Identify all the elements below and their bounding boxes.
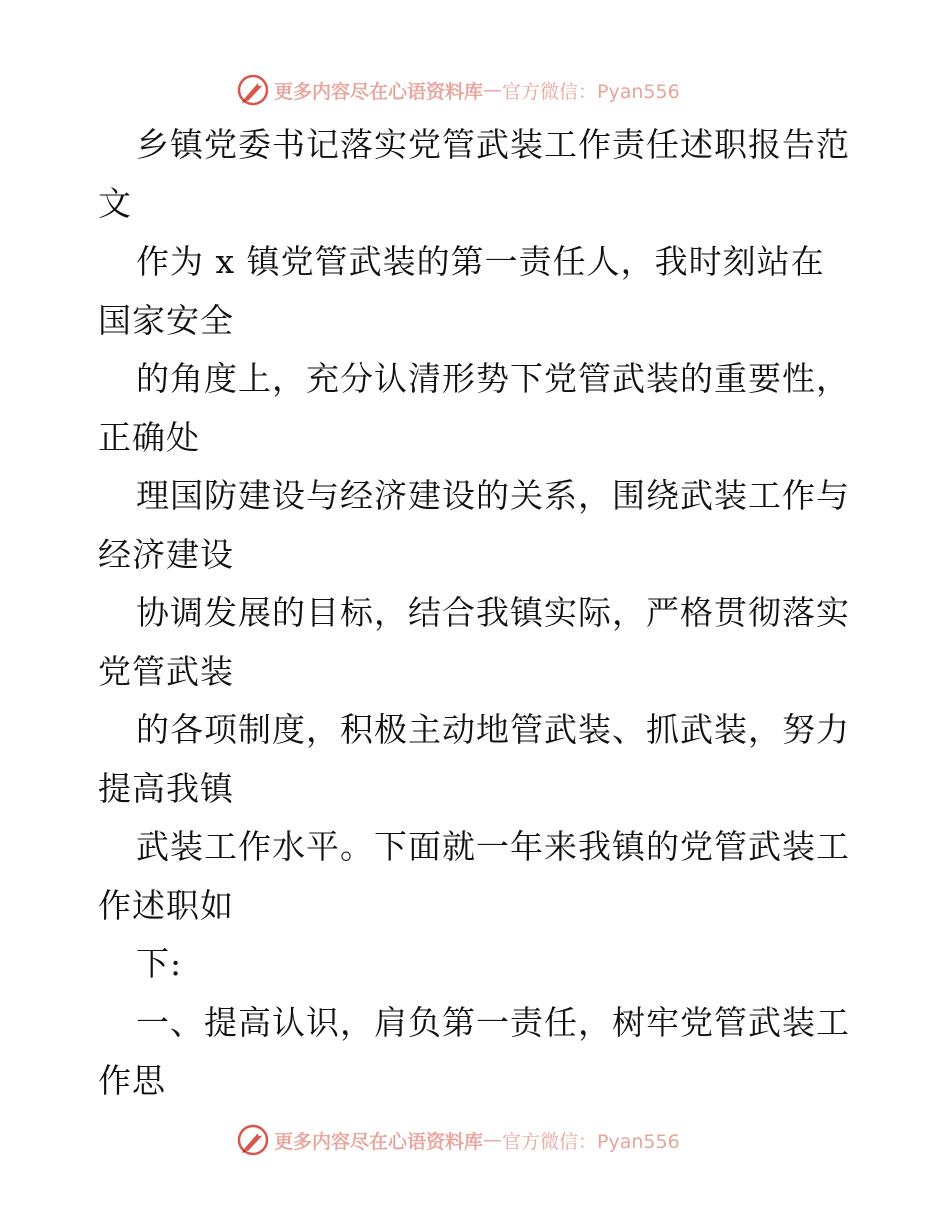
pen-logo-icon	[236, 1123, 270, 1157]
text-line: 作述职如	[98, 885, 234, 925]
text-line: 的角度上，充分认清形势下党管武装的重要性，	[136, 359, 850, 398]
text-line: 经济建设	[98, 534, 234, 574]
text-line: 文	[98, 183, 132, 223]
text-line: 的各项制度，积极主动地管武装、抓武装，努力	[136, 710, 850, 749]
watermark-dash: —	[483, 79, 503, 101]
text-line: 国家安全	[98, 300, 234, 340]
text-line: 理国防建设与经济建设的关系，围绕武装工作与	[136, 476, 850, 515]
footer-watermark	[236, 1122, 680, 1158]
text-line: 下:	[136, 944, 183, 983]
watermark-dash: —	[483, 1129, 503, 1151]
text-line: 正确处	[98, 417, 200, 457]
text-line: 提高我镇	[98, 768, 234, 808]
document-body	[98, 116, 858, 1111]
text-line: 武装工作水平。下面就一年来我镇的党管武装工	[136, 827, 850, 866]
watermark-text: 更多内容尽在心语资料库	[274, 1130, 484, 1153]
header-watermark	[236, 72, 680, 108]
watermark-text: 更多内容尽在心语资料库	[274, 80, 484, 103]
text-line: 作为 x 镇党管武装的第一责任人，我时刻站在	[136, 242, 825, 281]
text-line: 一、提高认识，肩负第一责任，树牢党管武装工	[136, 1002, 850, 1042]
text-line: 作思	[98, 1061, 166, 1100]
text-line: 协调发展的目标，结合我镇实际，严格贯彻落实	[136, 593, 850, 632]
pen-logo-icon	[236, 73, 270, 107]
text-line: 乡镇党委书记落实党管武装工作责任述职报告范	[136, 125, 850, 164]
watermark-suffix: 官方微信：Pyan556	[502, 80, 680, 103]
text-line: 党管武装	[98, 651, 234, 691]
watermark-suffix: 官方微信：Pyan556	[502, 1130, 680, 1153]
